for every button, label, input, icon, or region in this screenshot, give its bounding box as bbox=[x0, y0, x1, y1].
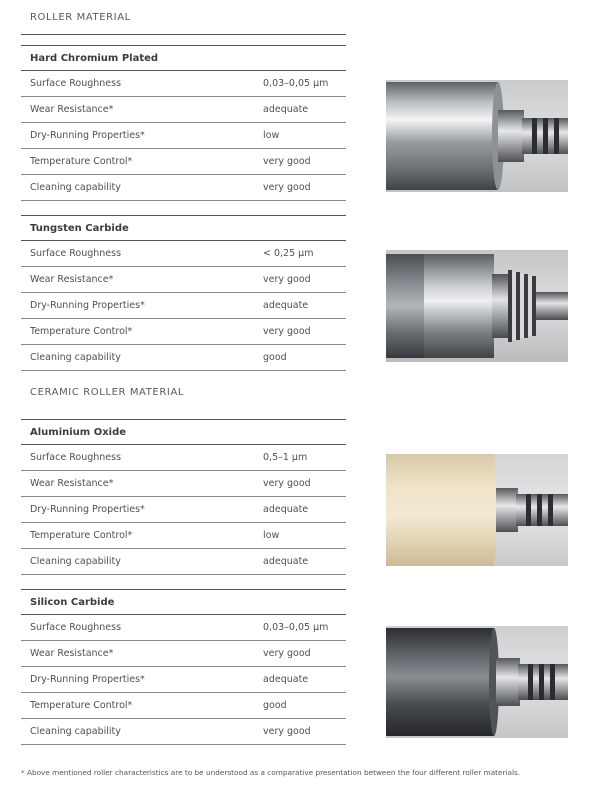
property-value: good bbox=[263, 352, 287, 363]
property-value: very good bbox=[263, 326, 311, 337]
table-row bbox=[21, 523, 346, 549]
property-name: Dry-Running Properties* bbox=[30, 504, 145, 515]
table-row bbox=[21, 445, 346, 471]
property-value: good bbox=[263, 700, 287, 711]
material-title: Tungsten Carbide bbox=[21, 215, 346, 241]
section-heading-roller-material: ROLLER MATERIAL bbox=[30, 12, 131, 23]
property-name: Wear Resistance* bbox=[30, 478, 114, 489]
roller-image-aluminium-oxide bbox=[386, 454, 568, 566]
property-value: < 0,25 µm bbox=[263, 248, 314, 259]
property-value: very good bbox=[263, 182, 311, 193]
table-row bbox=[21, 97, 346, 123]
property-value: 0,03–0,05 µm bbox=[263, 622, 329, 633]
material-block-silicon-carbide bbox=[21, 589, 346, 745]
property-name: Surface Roughness bbox=[30, 452, 122, 463]
property-value: very good bbox=[263, 274, 311, 285]
property-value: adequate bbox=[263, 504, 309, 515]
material-block-aluminium-oxide bbox=[21, 419, 346, 575]
section-heading-ceramic-roller-material: CERAMIC ROLLER MATERIAL bbox=[30, 387, 185, 398]
material-title: Aluminium Oxide bbox=[21, 419, 346, 445]
table-row bbox=[21, 293, 346, 319]
material-block-hard-chromium bbox=[21, 45, 346, 201]
property-value: very good bbox=[263, 478, 311, 489]
table-row bbox=[21, 123, 346, 149]
property-value: 0,5–1 µm bbox=[263, 452, 308, 463]
property-value: adequate bbox=[263, 300, 309, 311]
property-name: Surface Roughness bbox=[30, 622, 122, 633]
property-value: adequate bbox=[263, 104, 309, 115]
property-name: Wear Resistance* bbox=[30, 648, 114, 659]
property-name: Surface Roughness bbox=[30, 78, 122, 89]
property-name: Dry-Running Properties* bbox=[30, 674, 145, 685]
table-row bbox=[21, 345, 346, 371]
table-row bbox=[21, 471, 346, 497]
property-name: Dry-Running Properties* bbox=[30, 300, 145, 311]
table-row bbox=[21, 71, 346, 97]
table-row bbox=[21, 241, 346, 267]
table-row bbox=[21, 667, 346, 693]
material-block-tungsten-carbide bbox=[21, 215, 346, 371]
property-name: Dry-Running Properties* bbox=[30, 130, 145, 141]
property-name: Cleaning capability bbox=[30, 726, 121, 737]
table-row bbox=[21, 549, 346, 575]
roller-image-hard-chromium bbox=[386, 80, 568, 192]
material-title: Hard Chromium Plated bbox=[21, 45, 346, 71]
property-value: very good bbox=[263, 648, 311, 659]
material-title: Silicon Carbide bbox=[21, 589, 346, 615]
footnote: * Above mentioned roller characteristics are to be understood as a comparative presentation between the four different roller materials. bbox=[21, 768, 521, 777]
property-name: Wear Resistance* bbox=[30, 104, 114, 115]
property-value: 0,03–0,05 µm bbox=[263, 78, 329, 89]
property-name: Temperature Control* bbox=[30, 530, 133, 541]
table-row bbox=[21, 641, 346, 667]
roller-image-tungsten-carbide bbox=[386, 250, 568, 362]
table-row bbox=[21, 267, 346, 293]
property-value: very good bbox=[263, 726, 311, 737]
property-name: Cleaning capability bbox=[30, 556, 121, 567]
table-row bbox=[21, 175, 346, 201]
table-row bbox=[21, 719, 346, 745]
property-value: very good bbox=[263, 156, 311, 167]
property-name: Temperature Control* bbox=[30, 156, 133, 167]
table-row bbox=[21, 319, 346, 345]
property-value: adequate bbox=[263, 556, 309, 567]
property-name: Surface Roughness bbox=[30, 248, 122, 259]
property-value: adequate bbox=[263, 674, 309, 685]
table-row bbox=[21, 149, 346, 175]
property-name: Cleaning capability bbox=[30, 352, 121, 363]
property-name: Temperature Control* bbox=[30, 700, 133, 711]
table-row bbox=[21, 693, 346, 719]
property-name: Temperature Control* bbox=[30, 326, 133, 337]
property-value: low bbox=[263, 130, 280, 141]
table-row bbox=[21, 497, 346, 523]
property-name: Cleaning capability bbox=[30, 182, 121, 193]
property-value: low bbox=[263, 530, 280, 541]
roller-image-silicon-carbide bbox=[386, 626, 568, 738]
table-row bbox=[21, 615, 346, 641]
section-divider bbox=[21, 34, 346, 35]
property-name: Wear Resistance* bbox=[30, 274, 114, 285]
